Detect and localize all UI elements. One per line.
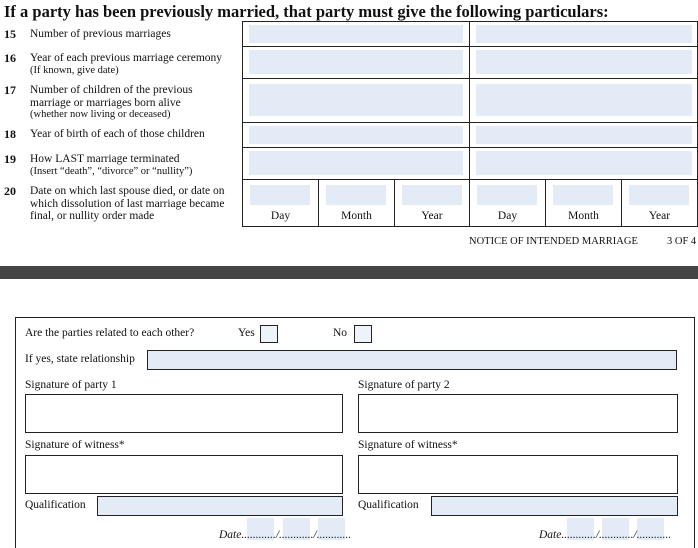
sig-witness-right-box[interactable] — [358, 455, 678, 494]
field-20-year-party2[interactable] — [629, 185, 689, 205]
date-right-label: Date............/............/............ — [539, 529, 672, 541]
qualification-right-label: Qualification — [358, 499, 419, 511]
sig-witness-left-box[interactable] — [25, 455, 343, 494]
row-label-18: Year of birth of each of those children — [30, 128, 205, 140]
relationship-label: If yes, state relationship — [25, 353, 135, 365]
field-20-year-party1[interactable] — [402, 185, 462, 205]
field-15-party1[interactable] — [249, 25, 463, 43]
subhead-day: Day — [270, 210, 291, 222]
subhead-month: Month — [568, 210, 599, 222]
sig-party2-label: Signature of party 2 — [358, 379, 450, 391]
sig-witness-right-label: Signature of witness* — [358, 439, 458, 451]
field-20-month-party1[interactable] — [326, 185, 386, 205]
row-number-17: 17 — [4, 83, 16, 97]
field-17-party2[interactable] — [476, 84, 692, 116]
footer-page-number: 3 OF 4 — [667, 236, 697, 247]
row-number-16: 16 — [4, 51, 16, 65]
field-19-party2[interactable] — [476, 151, 692, 175]
field-16-party1[interactable] — [249, 50, 463, 74]
subhead-year: Year — [648, 210, 671, 222]
row-label-19: How LAST marriage terminated (Insert “death”, “divorce” or “nullity”) — [30, 153, 193, 177]
row-number-20: 20 — [4, 184, 16, 198]
row-label-15: Number of previous marriages — [30, 28, 171, 40]
sig-party1-label: Signature of party 1 — [25, 379, 117, 391]
sig-party2-box[interactable] — [358, 394, 678, 433]
qualification-right-input[interactable] — [431, 496, 678, 516]
footer-title: NOTICE OF INTENDED MARRIAGE — [469, 236, 638, 247]
yes-checkbox[interactable] — [260, 325, 278, 343]
no-checkbox[interactable] — [354, 325, 372, 343]
subhead-day: Day — [497, 210, 518, 222]
page-separator — [0, 266, 698, 279]
qualification-left-label: Qualification — [25, 499, 86, 511]
row-number-18: 18 — [4, 127, 16, 141]
row-label-17: Number of children of the previous marriage or marriages born alive (whether now living or deceased) — [30, 84, 193, 120]
field-17-party1[interactable] — [249, 84, 463, 116]
subhead-month: Month — [341, 210, 372, 222]
row-number-15: 15 — [4, 27, 16, 41]
no-label: No — [333, 327, 348, 339]
row-label-20: Date on which last spouse died, or date on which dissolution of last marriage became final, or nullity order made — [30, 185, 225, 222]
row-number-19: 19 — [4, 152, 16, 166]
field-20-day-party2[interactable] — [477, 185, 537, 205]
field-20-month-party2[interactable] — [553, 185, 613, 205]
field-15-party2[interactable] — [476, 25, 692, 43]
field-20-day-party1[interactable] — [250, 185, 310, 205]
date-left-label: Date............/............/............ — [219, 529, 352, 541]
sig-witness-left-label: Signature of witness* — [25, 439, 125, 451]
yes-label: Yes — [238, 327, 255, 339]
qualification-left-input[interactable] — [97, 496, 343, 516]
section-heading: If a party has been previously married, that party must give the following particulars: — [4, 2, 609, 21]
field-16-party2[interactable] — [476, 50, 692, 74]
subhead-year: Year — [421, 210, 443, 222]
sig-party1-box[interactable] — [25, 394, 343, 433]
field-18-party1[interactable] — [249, 126, 463, 144]
field-18-party2[interactable] — [476, 126, 692, 144]
relationship-input[interactable] — [147, 350, 677, 370]
row-label-16: Year of each previous marriage ceremony (If known, give date) — [30, 52, 223, 76]
related-question: Are the parties related to each other? — [25, 327, 195, 339]
field-19-party1[interactable] — [249, 151, 463, 175]
